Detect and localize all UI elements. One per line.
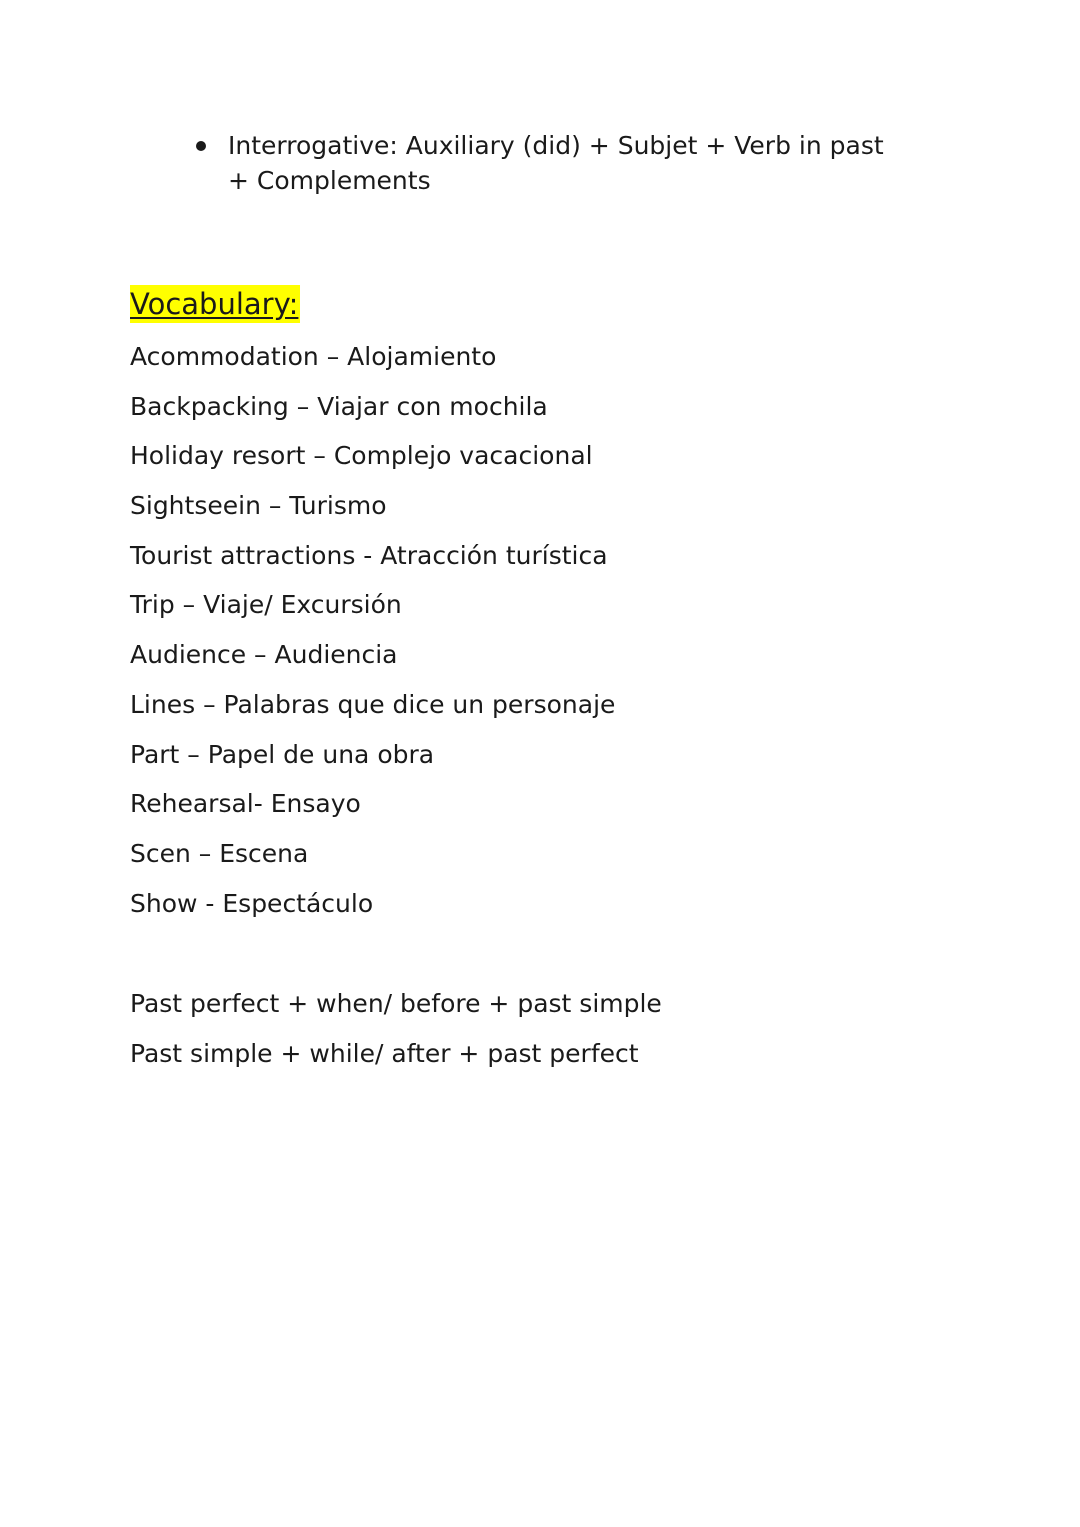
vocabulary-item: Rehearsal- Ensayo <box>130 789 361 819</box>
vocabulary-heading: Vocabulary: <box>130 287 299 321</box>
tense-rules-list <box>130 985 662 1084</box>
tense-rule: Past perfect + when/ before + past simple <box>130 989 662 1018</box>
bullet-dot-icon <box>196 141 206 151</box>
vocabulary-item: Sightseein – Turismo <box>130 491 387 521</box>
vocabulary-item: Tourist attractions - Atracción turística <box>130 540 608 570</box>
tense-rule: Past simple + while/ after + past perfect <box>130 1038 639 1068</box>
vocabulary-item: Acommodation – Alojamiento <box>130 342 497 371</box>
vocabulary-item: Audience – Audiencia <box>130 640 398 670</box>
interrogative-bullet <box>196 128 896 198</box>
bullet-text: Interrogative: Auxiliary (did) + Subjet + Verb in past + Complements <box>228 131 884 195</box>
vocabulary-item: Show - Espectáculo <box>130 888 374 918</box>
vocabulary-item: Trip – Viaje/ Excursión <box>130 590 402 620</box>
vocabulary-item: Part – Papel de una obra <box>130 739 435 769</box>
vocabulary-item: Lines – Palabras que dice un personaje <box>130 689 616 719</box>
vocabulary-item: Backpacking – Viajar con mochila <box>130 391 548 421</box>
vocabulary-item: Holiday resort – Complejo vacacional <box>130 441 593 471</box>
vocabulary-list <box>130 338 615 934</box>
vocabulary-item: Scen – Escena <box>130 838 309 868</box>
